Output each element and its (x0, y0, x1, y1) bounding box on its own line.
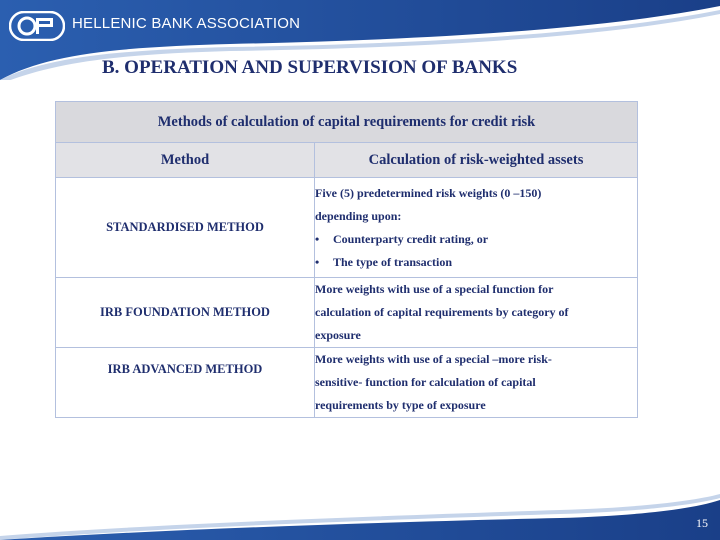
description-line: exposure (315, 328, 361, 342)
column-header-method: Method (56, 143, 315, 178)
description-line: More weights with use of a special function for (315, 282, 554, 296)
brand-name: HELLENIC BANK ASSOCIATION (72, 15, 301, 32)
description-line: depending upon: (315, 208, 402, 223)
table-caption-row (56, 102, 638, 143)
bullet-item (315, 251, 637, 274)
description-line: calculation of capital requirements by category of (315, 305, 569, 319)
table-row (56, 178, 638, 278)
bullet-text: Counterparty credit rating, or (333, 231, 489, 246)
description-line: More weights with use of a special –more risk- (315, 352, 552, 366)
method-description (315, 348, 638, 418)
method-name: STANDARDISED METHOD (56, 178, 315, 278)
description-line: sensitive- function for calculation of capital (315, 375, 536, 389)
bank-logo-icon (9, 11, 65, 41)
table-caption: Methods of calculation of capital requirements for credit risk (56, 102, 638, 143)
bullet-text: The type of transaction (333, 254, 452, 269)
bullet-dot-icon: • (315, 254, 320, 269)
description-line: Five (5) predetermined risk weights (0 –150) (315, 185, 542, 200)
method-name: IRB FOUNDATION METHOD (56, 278, 315, 348)
bullet-item (315, 228, 637, 251)
method-description (315, 178, 638, 278)
description-line: requirements by type of exposure (315, 398, 486, 412)
bullet-dot-icon: • (315, 231, 320, 246)
table-header-row (56, 143, 638, 178)
method-name: IRB ADVANCED METHOD (56, 348, 315, 418)
slide-title: B. OPERATION AND SUPERVISION OF BANKS (102, 57, 518, 78)
methods-table (55, 101, 638, 418)
table-row (56, 278, 638, 348)
footer-bar (0, 490, 720, 540)
page-number: 15 (696, 516, 708, 530)
column-header-calculation: Calculation of risk-weighted assets (315, 143, 638, 178)
table-row (56, 348, 638, 418)
method-description (315, 278, 638, 348)
